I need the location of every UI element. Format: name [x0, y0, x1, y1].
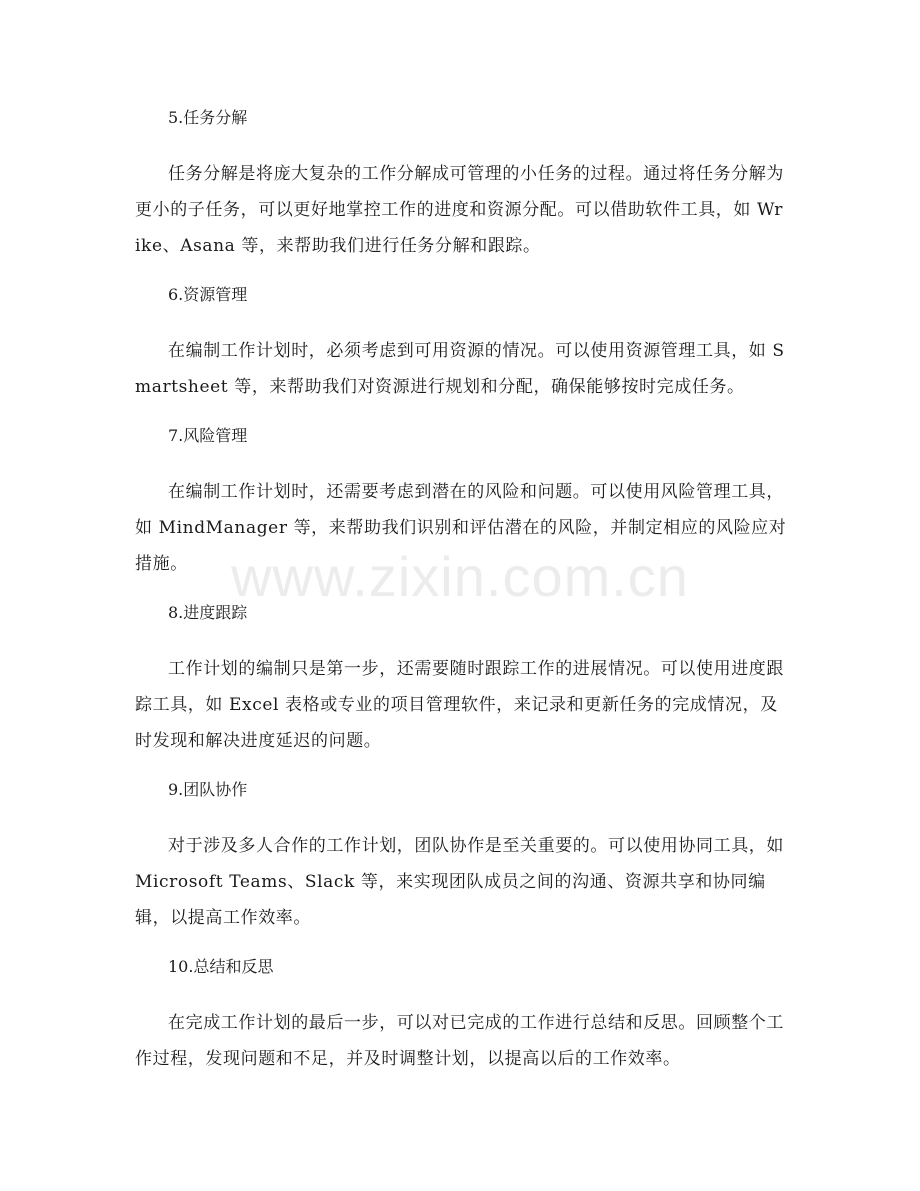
section-body-resource-management: 在编制工作计划时，必须考虑到可用资源的情况。可以使用资源管理工具，如 Smartsheet 等，来帮助我们对资源进行规划和分配，确保能够按时完成任务。: [135, 341, 785, 397]
section-body-risk-management: 在编制工作计划时，还需要考虑到潜在的风险和问题。可以使用风险管理工具，如 MindManager 等，来帮助我们识别和评估潜在的风险，并制定相应的风险应对措施。: [135, 482, 787, 574]
section-body-team-collaboration: 对于涉及多人合作的工作计划，团队协作是至关重要的。可以使用协同工具，如 Microsoft Teams、Slack 等，来实现团队成员之间的沟通、资源共享和协同编辑，以提高工作效率。: [135, 836, 784, 928]
section-heading-progress-tracking: 8.进度跟踪: [168, 603, 248, 622]
section-heading-summary-reflection: 10.总结和反思: [168, 957, 274, 976]
section-body-summary-reflection: 在完成工作计划的最后一步，可以对已完成的工作进行总结和反思。回顾整个工作过程，发现问题和不足，并及时调整计划，以提高以后的工作效率。: [135, 1013, 784, 1069]
section-heading-resource-management: 6.资源管理: [168, 285, 248, 304]
section-heading-task-breakdown: 5.任务分解: [168, 108, 248, 127]
section-heading-risk-management: 7.风险管理: [168, 426, 248, 445]
document-body: [135, 104, 787, 1094]
section-heading-team-collaboration: 9.团队协作: [168, 780, 248, 799]
watermark: www.zixin.com.cn: [231, 545, 689, 608]
section-body-task-breakdown: 任务分解是将庞大复杂的工作分解成可管理的小任务的过程。通过将任务分解为更小的子任务，可以更好地掌控工作的进度和资源分配。可以借助软件工具，如 Wrike、Asana 等，来帮助我们进行任务分解和跟踪。: [135, 164, 784, 256]
section-body-progress-tracking: 工作计划的编制只是第一步，还需要随时跟踪工作的进展情况。可以使用进度跟踪工具，如 Excel 表格或专业的项目管理软件，来记录和更新任务的完成情况，及时发现和解决进度延迟的问题。: [135, 659, 784, 751]
